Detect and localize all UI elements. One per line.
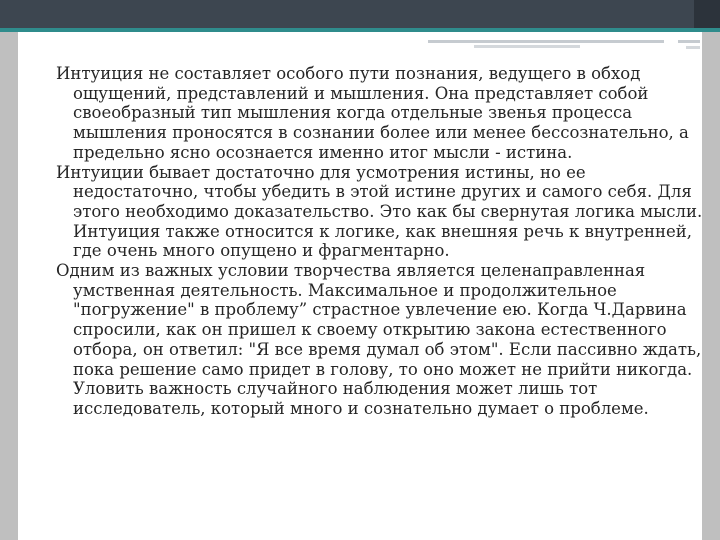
header-band-corner [694,0,720,28]
body-text [56,64,704,419]
decorative-line [678,40,700,43]
paragraph-intuition-definition: Интуиция не составляет особого пути познания, ведущего в обход ощущений, представлений и мышления. Она представляет собой своеобразный тип мышления когда отдельные звенья процесса мышления проносятся в сознании более или менее бессознательно, а предельно ясно осознается именно итог мысли - истина. [56,64,689,162]
paragraph-creativity-conditions: Одним из важных условии творчества является целенаправленная умственная деятельность. Максимальное и продолжительное "погружение" в проблему” страстное увлечение ею. Когда Ч.Дарвина спросили, как он пришел к своему открытию закона естественного отбора, он ответил: "Я все время думал об этом". Если пассивно ждать, пока решение само придет в голову, то оно может не прийти никогда. Уловить важность случайного наблюдения может лишь тот исследователь, который много и сознательно думает о проблеме. [56,261,702,418]
decorative-line [474,45,580,48]
decorative-line [428,40,664,43]
header-band [0,0,720,28]
paragraph-intuition-proof: Интуиции бывает достаточно для усмотрения истины, но ее недостаточно, чтобы убедить в этой истине других и самого себя. Для этого необходимо доказательство. Это как бы свернутая логика мысли. Интуиция также относится к логике, как внешняя речь к внутренней, где очень много опущено и фрагментарно. [56,162,703,261]
decorative-line [686,46,700,49]
